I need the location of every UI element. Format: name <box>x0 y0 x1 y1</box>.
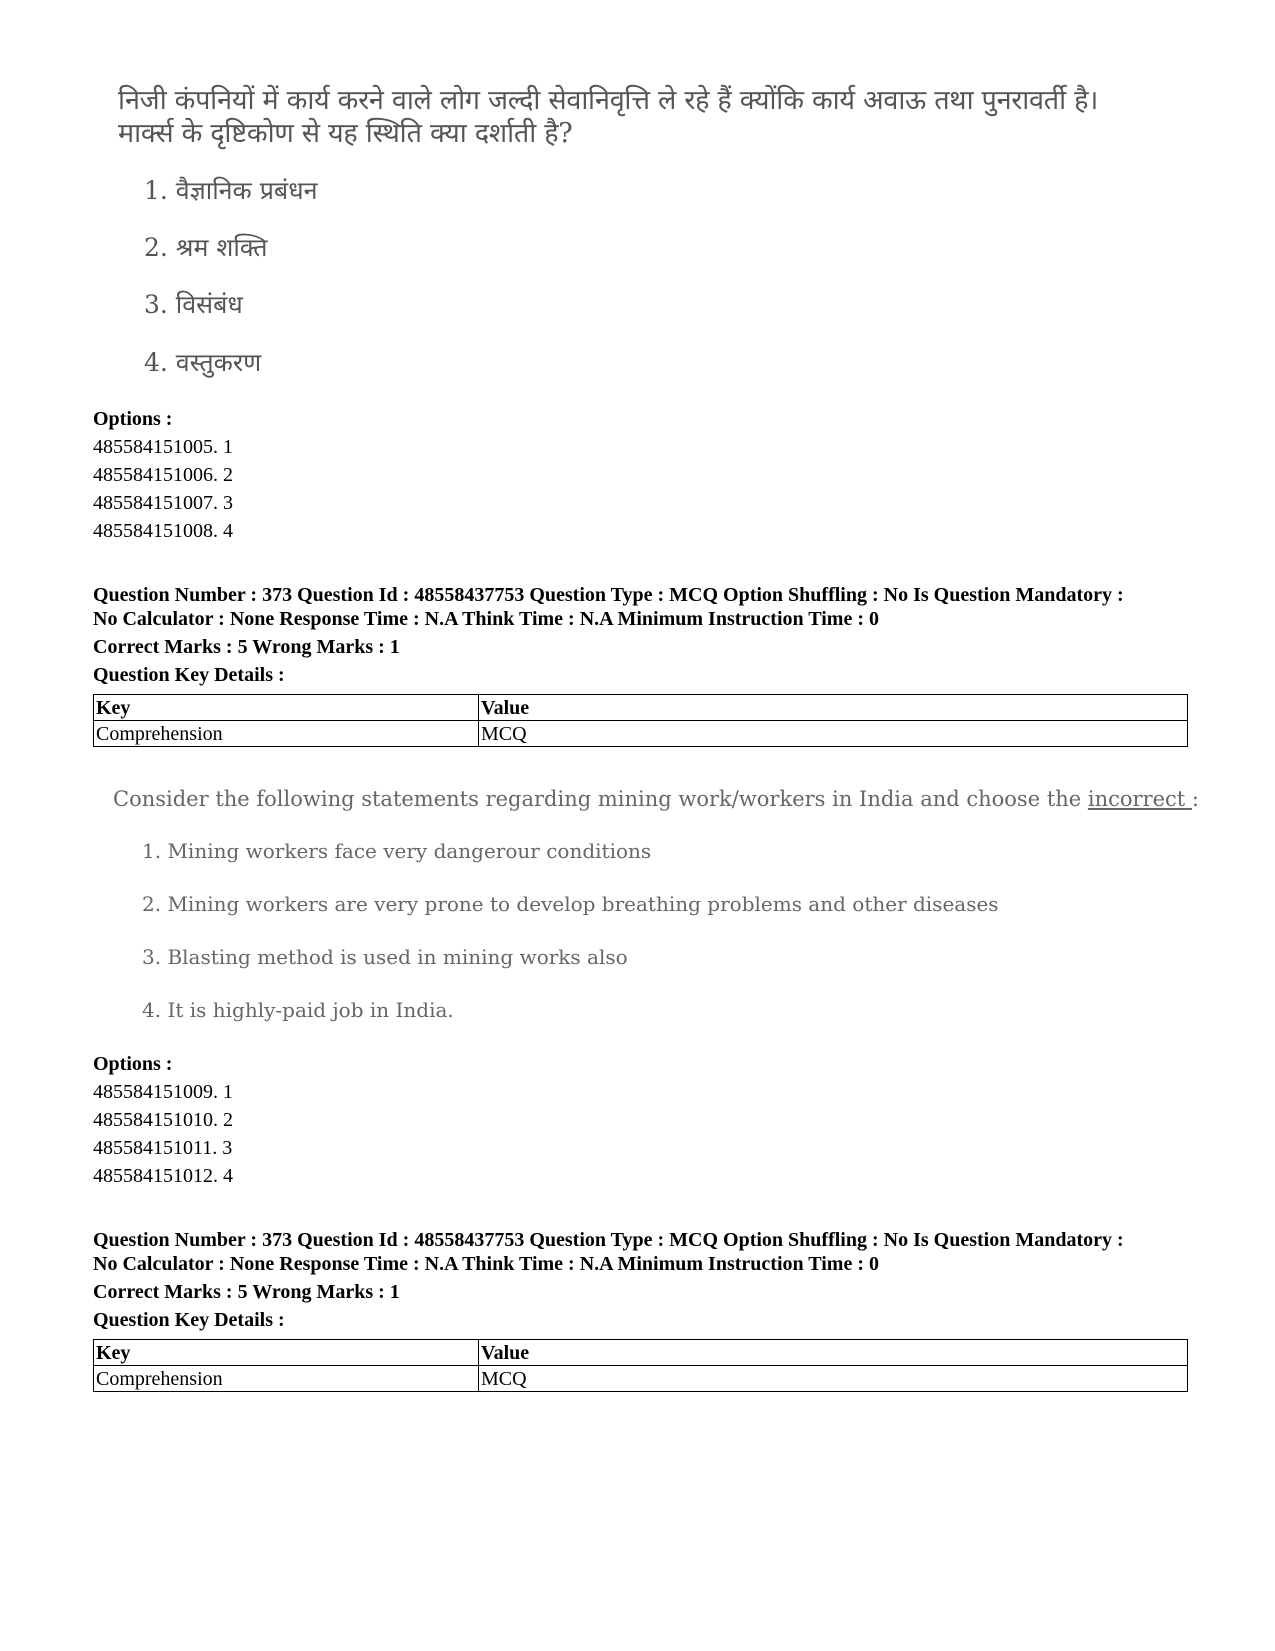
table-header-row <box>94 1340 1188 1366</box>
question-2-text-start: Consider the following statements regarding mining work/workers in India and choose the <box>113 787 1088 811</box>
question-meta-line-1: Question Number : 373 Question Id : 48558437753 Question Type : MCQ Option Shuffling : No Is Question Mandatory : <box>93 1229 1124 1251</box>
question-1-option-2: 2. श्रम शक्ति <box>144 233 268 262</box>
option-id: 485584151008. 4 <box>93 520 233 542</box>
table-header-value: Value <box>479 1340 1188 1366</box>
question-2-text <box>113 786 1199 812</box>
question-meta-line-1: Question Number : 373 Question Id : 48558437753 Question Type : MCQ Option Shuffling : No Is Question Mandatory : <box>93 584 1124 606</box>
option-id: 485584151012. 4 <box>93 1165 233 1187</box>
table-header-key: Key <box>94 1340 479 1366</box>
question-1-option-1: 1. वैज्ञानिक प्रबंधन <box>144 176 318 205</box>
question-2-option-4: 4. It is highly-paid job in India. <box>142 998 454 1022</box>
question-2-option-3: 3. Blasting method is used in mining works also <box>142 945 628 969</box>
question-1-option-3: 3. विसंबंध <box>144 290 243 319</box>
question-2-option-1: 1. Mining workers face very dangerour conditions <box>142 839 652 863</box>
question-1-option-4: 4. वस्तुकरण <box>144 348 262 377</box>
option-id: 485584151011. 3 <box>93 1137 233 1159</box>
table-cell-key: Comprehension <box>94 1366 479 1392</box>
question-2-option-2: 2. Mining workers are very prone to develop breathing problems and other diseases <box>142 892 999 916</box>
table-cell-key: Comprehension <box>94 721 479 747</box>
option-id: 485584151010. 2 <box>93 1109 233 1131</box>
table-header-row <box>94 695 1188 721</box>
table-row <box>94 1366 1188 1392</box>
key-details-label: Question Key Details : <box>93 664 285 686</box>
question-meta-line-2: No Calculator : None Response Time : N.A Think Time : N.A Minimum Instruction Time : 0 <box>93 1253 879 1275</box>
option-id: 485584151007. 3 <box>93 492 233 514</box>
option-id: 485584151005. 1 <box>93 436 233 458</box>
option-id: 485584151009. 1 <box>93 1081 233 1103</box>
option-id: 485584151006. 2 <box>93 464 233 486</box>
table-header-key: Key <box>94 695 479 721</box>
marks-line: Correct Marks : 5 Wrong Marks : 1 <box>93 1281 400 1303</box>
options-label: Options : <box>93 1053 173 1075</box>
marks-line: Correct Marks : 5 Wrong Marks : 1 <box>93 636 400 658</box>
key-details-table <box>93 694 1188 747</box>
question-1-text: निजी कंपनियों में कार्य करने वाले लोग जल्दी सेवानिवृत्ति ले रहे हैं क्योंकि कार्य अवाऊ तथा पुनरावर्ती है। मार्क्स के दृष्टिकोण से यह स्थिति क्या दर्शाती है? <box>118 85 1099 149</box>
key-details-label: Question Key Details : <box>93 1309 285 1331</box>
question-meta-line-2: No Calculator : None Response Time : N.A Think Time : N.A Minimum Instruction Time : 0 <box>93 608 879 630</box>
key-details-table <box>93 1339 1188 1392</box>
table-header-value: Value <box>479 695 1188 721</box>
options-label: Options : <box>93 408 173 430</box>
table-row <box>94 721 1188 747</box>
table-cell-value: MCQ <box>479 721 1188 747</box>
question-2-text-emphasis: incorrect <box>1087 787 1192 811</box>
table-cell-value: MCQ <box>479 1366 1188 1392</box>
question-2-text-end: : <box>1191 787 1199 811</box>
